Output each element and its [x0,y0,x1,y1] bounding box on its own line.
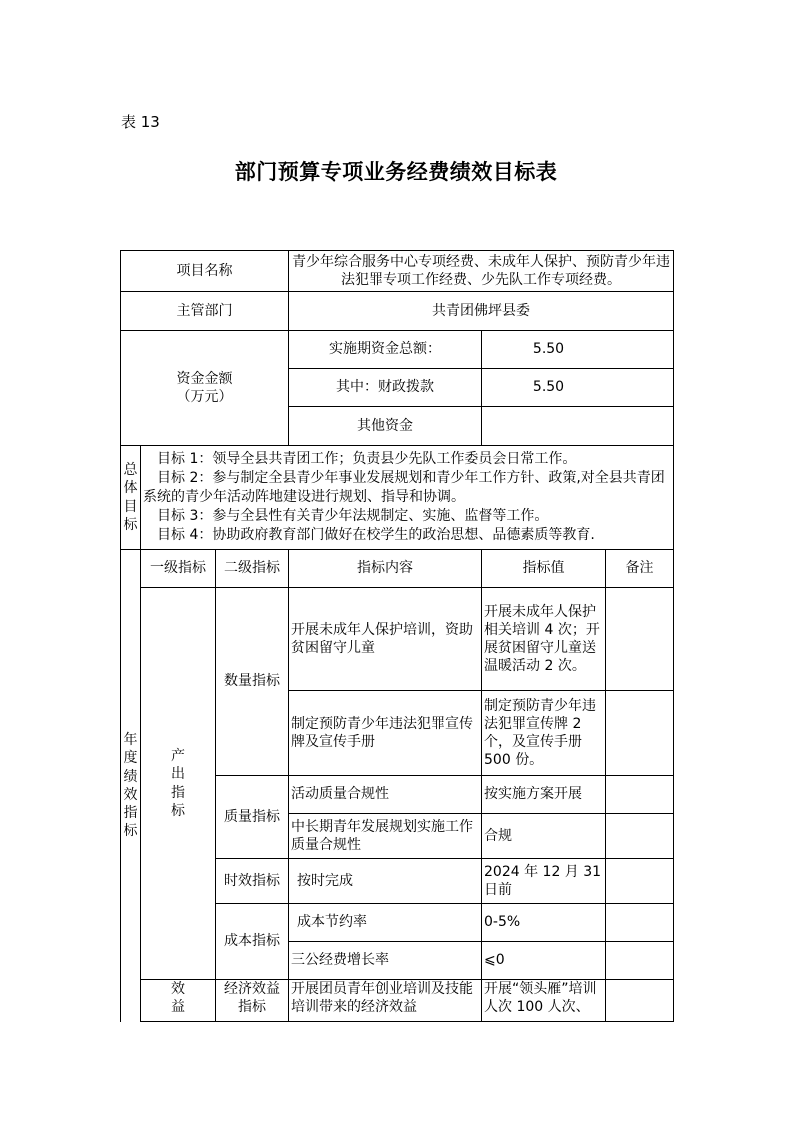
funds-label-line1: 资金金额 [176,370,233,387]
indicator-content: 开展未成年人保护培训，资助贫困留守儿童 [289,588,482,691]
indicator-note [606,814,674,859]
header-level1: 一级指标 [141,550,216,588]
indicator-value: 0-5% [482,904,606,942]
funds-total-value: 5.50 [482,331,674,369]
funds-label-line2: （万元） [176,389,233,405]
indicator-value: 按实施方案开展 [482,776,606,814]
indicator-note [606,691,674,776]
indicator-content: 活动质量合规性 [289,776,482,814]
indicator-value: 制定预防青少年违法犯罪宣传牌 2 个，及宣传手册 500 份。 [482,691,606,776]
funds-fiscal-value: 5.50 [482,369,674,407]
table-row [121,980,674,1022]
indicator-note [606,904,674,942]
funds-total-row [121,331,674,369]
indicator-content: 中长期青年发展规划实施工作质量合规性 [289,814,482,859]
goal-item: 目标 1：领导全县共青团工作；负责县少先队工作委员会日常工作。 [157,451,577,468]
goals-row [121,446,674,550]
benefit-indicator-label: 效 益 [141,980,216,1022]
indicator-value: 2024 年 12 月 31 日前 [482,859,606,904]
table-row [121,588,674,691]
indicator-content: 三公经费增长率 [289,942,482,980]
indicator-value: ⩽0 [482,942,606,980]
project-name-label: 项目名称 [121,251,289,292]
project-name-row [121,251,674,292]
indicator-content: 制定预防青少年违法犯罪宣传牌及宣传手册 [289,691,482,776]
indicator-value: 合规 [482,814,606,859]
performance-table [120,250,674,1022]
funds-other-label: 其他资金 [289,407,482,446]
indicator-note [606,980,674,1022]
page-title: 部门预算专项业务经费绩效目标表 [234,159,558,184]
output-indicator-label: 产 出 指 标 [141,588,216,980]
dept-label: 主管部门 [121,292,289,331]
goals-side-label: 总 体 目 标 [121,446,141,550]
table-number: 表 13 [121,113,160,131]
goal-item: 目标 3：参与全县性有关青少年法规制定、实施、监督等工作。 [157,507,549,524]
quality-indicator-label: 质量指标 [216,776,289,859]
goal-item: 目标 2：参与制定全县青少年事业发展规划和青少年工作方针、政策,对全县共青团系统的青少年活动阵地建设进行规划、指导和协调。 [143,470,665,506]
header-level2: 二级指标 [216,550,289,588]
annual-indicator-side-label: 年 度 绩 效 指 标 [121,550,141,1022]
project-name-value: 青少年综合服务中心专项经费、未成年人保护、预防青少年违法犯罪专项工作经费、少先队工作专项经费。 [289,251,674,292]
timeliness-indicator-label: 时效指标 [216,859,289,904]
funds-fiscal-label: 其中：财政拨款 [289,369,482,407]
indicator-content: 按时完成 [289,859,482,904]
funds-label [121,331,289,446]
header-note: 备注 [606,550,674,588]
indicator-value: 开展未成年人保护相关培训 4 次；开展贫困留守儿童送温暖活动 2 次。 [482,588,606,691]
indicator-content: 开展团员青年创业培训及技能培训带来的经济效益 [289,980,482,1022]
goals-text [141,446,674,550]
cost-indicator-label: 成本指标 [216,904,289,980]
quantity-indicator-label: 数量指标 [216,588,289,776]
economic-benefit-label: 经济效益 指标 [216,980,289,1022]
header-content: 指标内容 [289,550,482,588]
dept-row [121,292,674,331]
indicator-note [606,942,674,980]
indicator-note [606,588,674,691]
indicator-note [606,776,674,814]
indicator-header-row [121,550,674,588]
indicator-value: 开展“领头雁”培训人次 100 人次、 [482,980,606,1022]
header-value: 指标值 [482,550,606,588]
indicator-note [606,859,674,904]
indicator-content: 成本节约率 [289,904,482,942]
funds-other-value [482,407,674,446]
dept-value: 共青团佛坪县委 [289,292,674,331]
goal-item: 目标 4：协助政府教育部门做好在校学生的政治思想、品德素质等教育. [157,526,595,543]
funds-total-label: 实施期资金总额： [289,331,482,369]
